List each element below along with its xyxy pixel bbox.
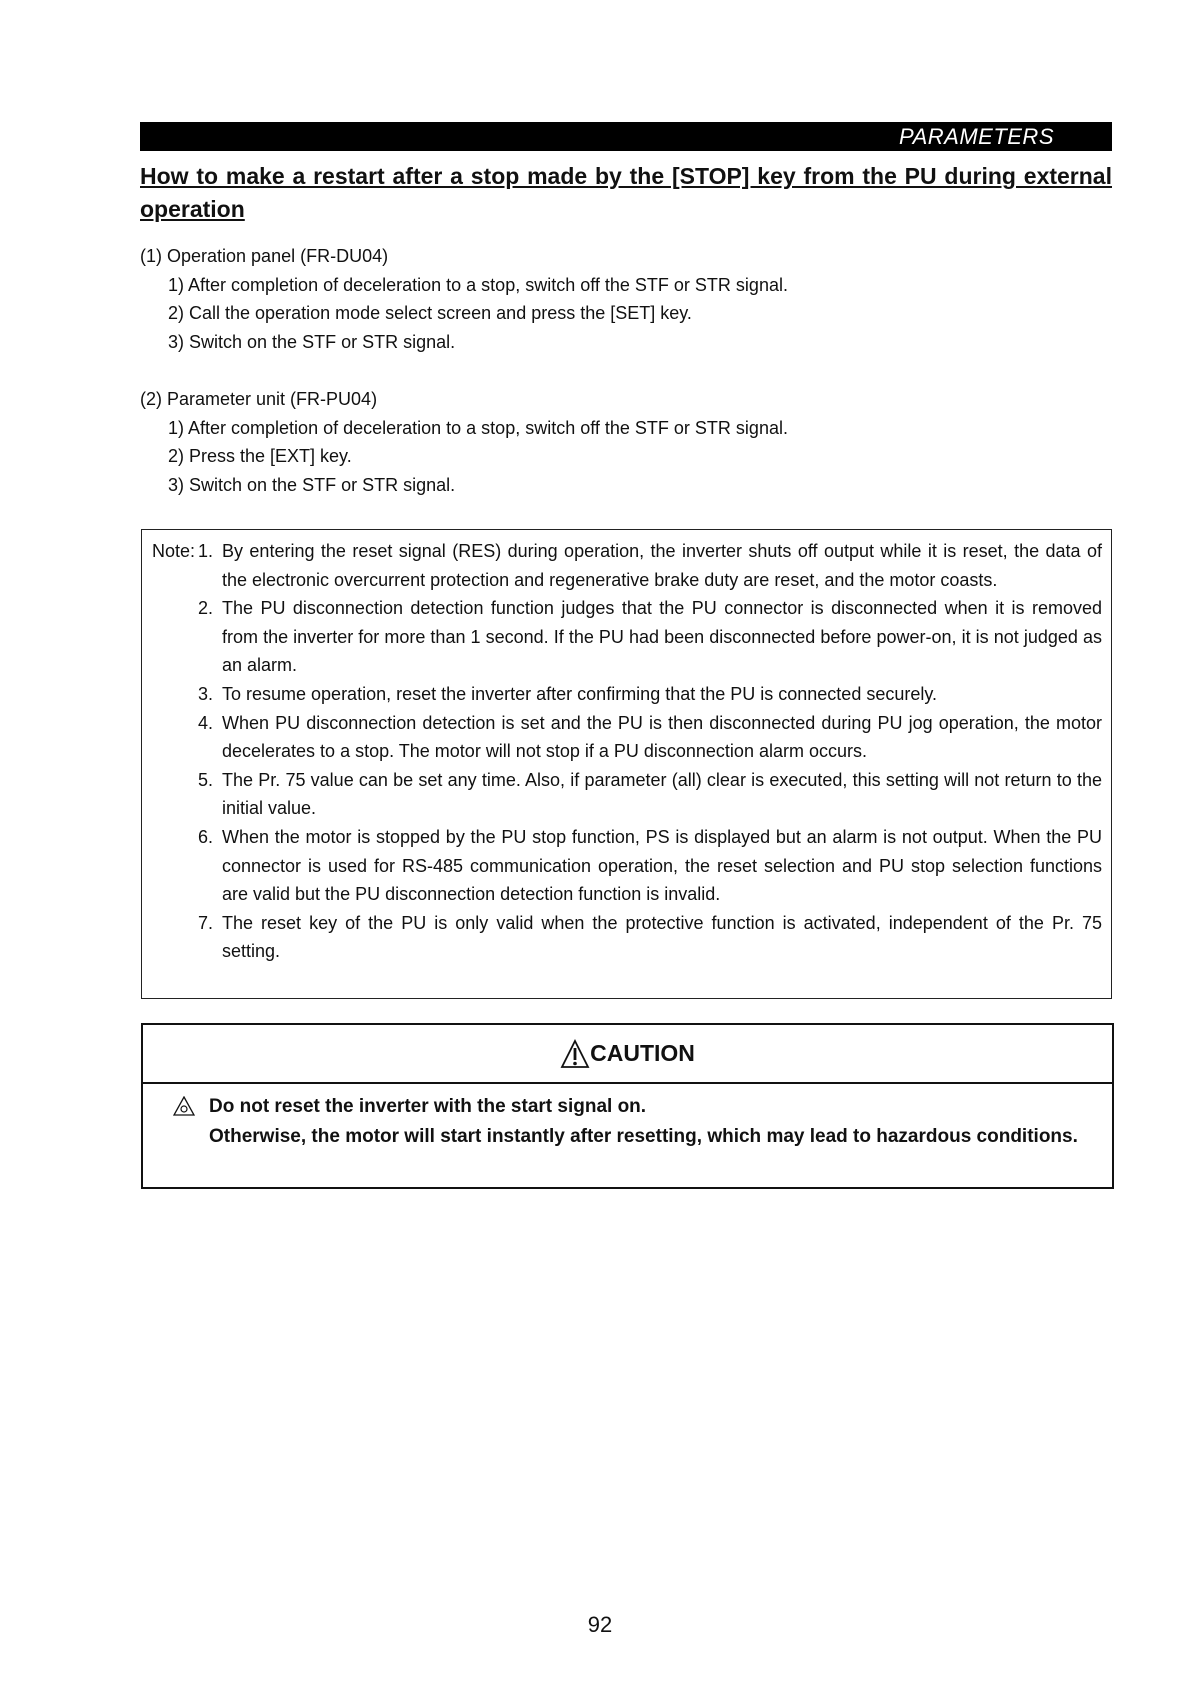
section-name: PARAMETERS	[899, 124, 1054, 149]
caution-box	[141, 1023, 1114, 1189]
caution-line-1: Do not reset the inverter with the start signal on.	[209, 1096, 647, 1117]
section-heading: (1) Operation panel (FR-DU04)	[140, 246, 389, 266]
note-text: To resume operation, reset the inverter after confirming that the PU is connected securely.	[222, 683, 938, 704]
note-item	[152, 537, 1102, 594]
note-item	[152, 594, 1102, 680]
note-item	[152, 680, 1102, 709]
note-number: 4.	[198, 712, 214, 733]
page-title: How to make a restart after a stop made by the [STOP] key from the PU during external operation	[140, 163, 1112, 222]
note-number: 7.	[198, 912, 214, 933]
note-number: 3.	[198, 683, 214, 704]
note-number: 6.	[198, 826, 214, 847]
caution-title: CAUTION	[590, 1040, 695, 1066]
section-heading: (2) Parameter unit (FR-PU04)	[140, 389, 378, 409]
step: 3) Switch on the STF or STR signal.	[168, 474, 456, 495]
note-number: 5.	[198, 769, 214, 790]
note-box	[141, 529, 1112, 999]
caution-small-icon	[173, 1096, 195, 1116]
caution-line-2: Otherwise, the motor will start instantly after resetting, which may lead to hazardous conditions.	[209, 1126, 1078, 1147]
note-text: The reset key of the PU is only valid when the protective function is activated, independent of the Pr. 75 setting.	[222, 912, 1102, 962]
caution-header	[143, 1025, 1112, 1084]
section-operation-panel	[140, 242, 788, 356]
note-text: When the motor is stopped by the PU stop function, PS is displayed but an alarm is not output. When the PU connector is used for RS-485 communication operation, the reset selection and PU stop selection functions are valid but the PU disconnection detection function is invalid.	[222, 826, 1102, 905]
note-item	[152, 823, 1102, 909]
note-text: The PU disconnection detection function judges that the PU connector is disconnected when it is removed from the inverter for more than 1 second. If the PU had been disconnected before power-on, it is not judged as an alarm.	[222, 598, 1102, 676]
section-header-bar	[140, 122, 1112, 151]
step: 2) Call the operation mode select screen and press the [SET] key.	[168, 303, 692, 323]
step: 1) After completion of deceleration to a stop, switch off the STF or STR signal.	[168, 417, 788, 438]
note-label: Note:	[152, 541, 196, 561]
note-text: By entering the reset signal (RES) during operation, the inverter shuts off output while it is reset, the data of the electronic overcurrent protection and regenerative brake duty are reset, and the motor coasts.	[222, 541, 1102, 590]
step: 3) Switch on the STF or STR signal.	[168, 331, 456, 352]
page-number: 92	[587, 1612, 613, 1637]
note-number: 2.	[198, 598, 214, 619]
note-item	[152, 766, 1102, 823]
section-parameter-unit	[140, 385, 788, 499]
note-text: When PU disconnection detection is set and the PU is then disconnected during PU jog operation, the motor decelerates to a stop. The motor will not stop if a PU disconnection alarm occurs.	[222, 712, 1102, 762]
step: 2) Press the [EXT] key.	[168, 446, 352, 466]
note-text: The Pr. 75 value can be set any time. Also, if parameter (all) clear is executed, this setting will not return to the initial value.	[222, 769, 1102, 819]
note-number: 1.	[198, 541, 214, 561]
note-item	[152, 709, 1102, 766]
caution-body	[143, 1084, 1112, 1152]
step: 1) After completion of deceleration to a stop, switch off the STF or STR signal.	[168, 274, 788, 295]
warning-triangle-icon	[560, 1039, 590, 1069]
note-item	[152, 909, 1102, 966]
